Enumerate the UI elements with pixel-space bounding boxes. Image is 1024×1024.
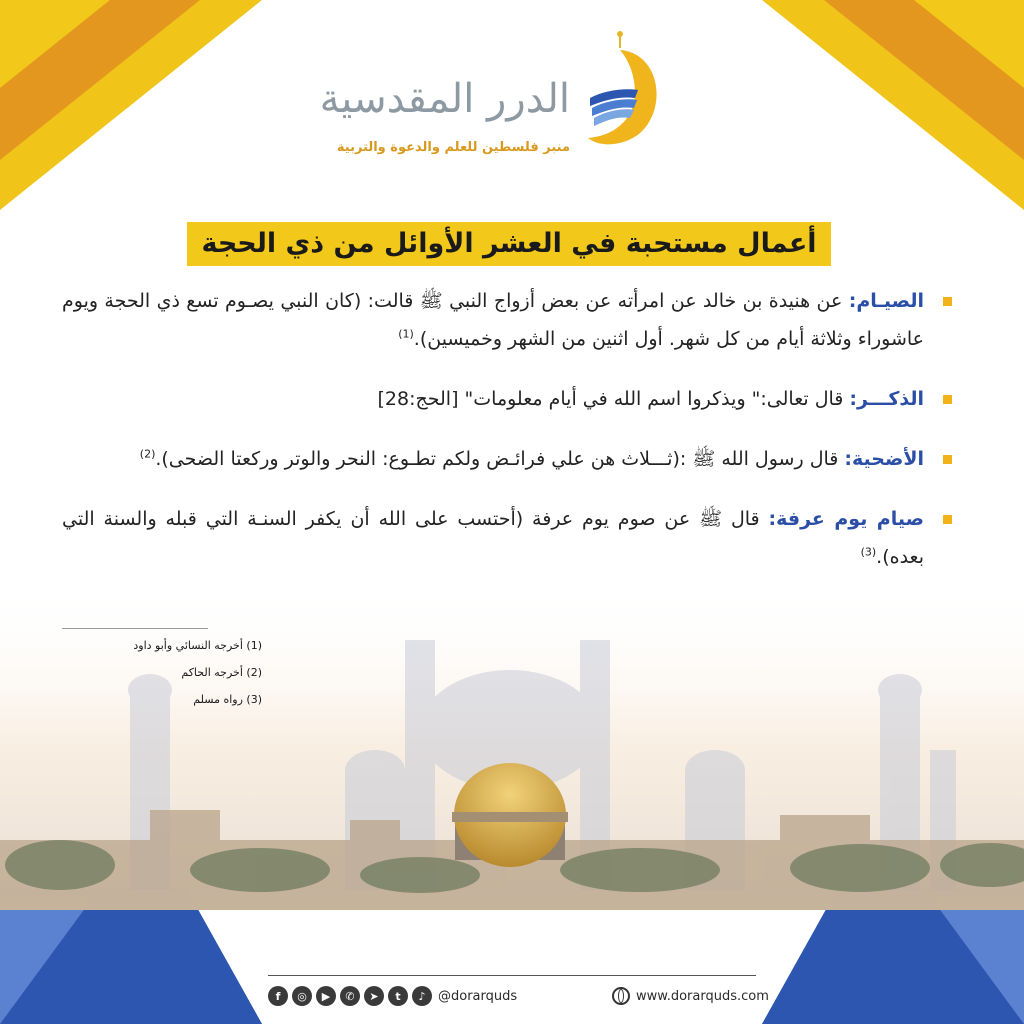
bullet-icon — [943, 297, 952, 306]
tiktok-icon[interactable]: ♪ — [412, 986, 432, 1006]
footnote-ref: (3) — [860, 545, 877, 559]
website-link[interactable] — [612, 985, 769, 1007]
globe-icon — [612, 987, 630, 1005]
page-title: أعمال مستحبة في العشر الأوائل من ذي الحجة — [201, 228, 817, 259]
footnote-divider — [62, 628, 208, 629]
footnote-3: (3) رواه مسلم — [193, 693, 262, 706]
brand-tagline: منبر فلسطين للعلم والدعوة والتربية — [336, 140, 570, 155]
twitter-icon[interactable]: t — [388, 986, 408, 1006]
list-item-udhiya — [62, 440, 962, 478]
item-text: قال تعالى:" ويذكروا اسم الله في أيام معلومات" [الحج:28] — [377, 388, 850, 410]
item-text: قال ﷺ عن صوم يوم عرفة (أحتسب على الله أن يكفر السنـة التي قبله والسنة التي بعده). — [62, 508, 924, 568]
brand-logo — [319, 28, 670, 168]
jerusalem-skyline-illustration — [0, 580, 1024, 910]
bullet-icon — [943, 455, 952, 464]
item-label: الأضحية: — [844, 448, 924, 470]
item-label: الذكـــر: — [849, 388, 924, 410]
list-item-arafah-fast — [62, 500, 962, 576]
crescent-emblem-icon — [580, 28, 670, 158]
website-url[interactable]: www.dorarquds.com — [636, 988, 769, 1004]
footnote-1: (1) أخرجه النسائي وأبو داود — [133, 639, 262, 652]
list-item-dhikr — [62, 380, 962, 418]
brand-name: الدرر المقدسية — [319, 76, 570, 122]
item-text: عن هنيدة بن خالد عن امرأته عن بعض أزواج النبي ﷺ قالت: (كان النبي يصـوم تسع ذي الحجة ويوم عاشوراء وثلاثة أيام من كل شهر. أول اثنين من الشهر وخميسين). — [62, 290, 924, 350]
social-links — [268, 985, 517, 1007]
item-label: الصيـام: — [848, 290, 924, 312]
facebook-icon[interactable]: f — [268, 986, 288, 1006]
list-item-fasting — [62, 282, 962, 358]
footnotes — [62, 632, 262, 713]
footnote-ref: (1) — [398, 327, 414, 341]
footer-divider — [268, 975, 756, 976]
footnote-2: (2) أخرجه الحاكم — [181, 666, 262, 679]
youtube-icon[interactable]: ▶ — [316, 986, 336, 1006]
item-text: قال رسول الله ﷺ :(ثـــلاث هن علي فرائـض ولكم تطـوع: النحر والوتر وركعتا الضحى). — [155, 448, 845, 470]
item-label: صيام يوم عرفة: — [768, 508, 924, 530]
instagram-icon[interactable]: ◎ — [292, 986, 312, 1006]
social-handle[interactable]: @dorarquds — [438, 988, 518, 1004]
bullet-icon — [943, 515, 952, 524]
telegram-icon[interactable]: ➤ — [364, 986, 384, 1006]
bullet-icon — [943, 395, 952, 404]
practices-list — [62, 282, 962, 598]
whatsapp-icon[interactable]: ✆ — [340, 986, 360, 1006]
footnote-ref: (2) — [139, 447, 156, 461]
